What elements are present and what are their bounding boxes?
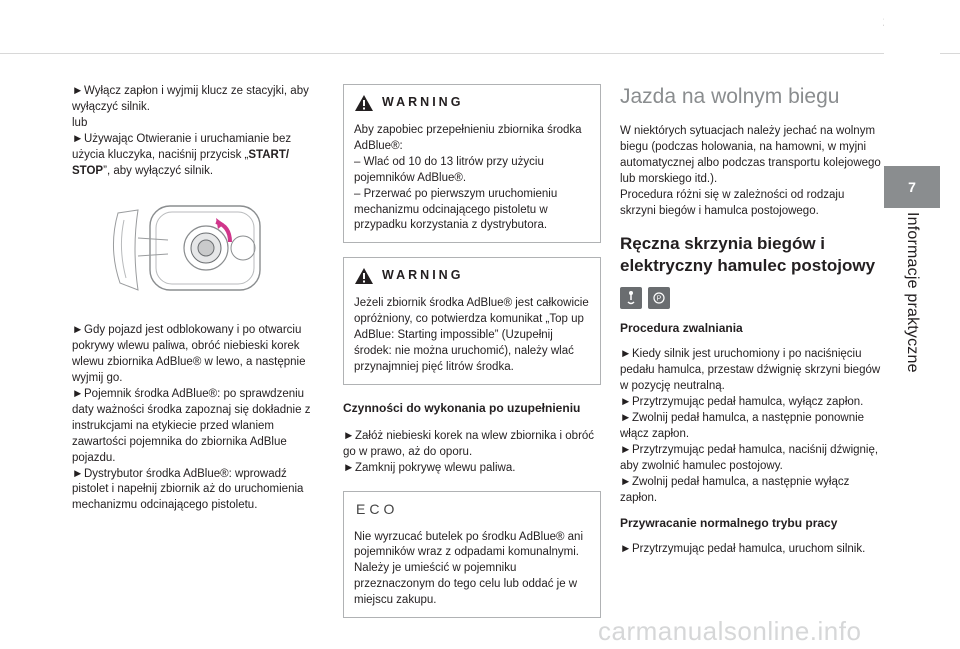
warning-label: WARNING xyxy=(382,268,464,283)
manual-gearbox-icon xyxy=(620,287,642,309)
bullet-arrow: ► xyxy=(620,475,632,488)
warning-label: WARNING xyxy=(382,95,464,110)
procedure-heading: Procedura zwalniania xyxy=(620,321,743,336)
chapter-number: 7 xyxy=(884,166,940,208)
svg-text:P: P xyxy=(656,295,662,303)
bullet-arrow: ► xyxy=(72,85,84,97)
warning-text: – Wlać od 10 do 13 litrów przy użyciu pojemników AdBlue®. xyxy=(354,155,544,184)
top-rule xyxy=(0,53,960,54)
eco-box xyxy=(343,491,601,619)
eco-text: Nie wyrzucać butelek po środku AdBlue® ani pojemników wraz z odpadami komunalnymi. Należy je umieścić w pojemniku przeznaczonym do tego celu lub oddać je w miejscu zakupu. xyxy=(354,530,584,607)
paragraph: Procedura różni się w zależności od rodzaju skrzyni biegów i hamulca postojowego. xyxy=(620,188,845,217)
paragraph: ►Zwolnij pedał hamulca, a następnie ponownie włącz zapłon. xyxy=(620,411,865,440)
bullet-arrow: ► xyxy=(620,543,632,556)
bullet-arrow: ► xyxy=(620,443,632,456)
bullet-arrow: ► xyxy=(620,348,632,361)
bullet-arrow: ► xyxy=(72,324,84,337)
warning-text: Jeżeli zbiornik środka AdBlue® jest całkowicie opróżniony, co potwierdza komunikat „Top up AdBlue: Starting impossible” (Uzupełnij środek: nie można uruchomić), należy wlać przynajmniej pięć litrów środka. xyxy=(354,297,589,373)
bullet-arrow: ► xyxy=(620,411,632,424)
bullet-arrow: ► xyxy=(72,132,84,145)
section-main-title: Jazda na wolnym biegu xyxy=(620,85,840,108)
bullet-arrow: ► xyxy=(72,387,84,400)
column-middle xyxy=(343,84,601,618)
column-right xyxy=(620,84,882,558)
warning-box xyxy=(343,84,601,243)
column-left xyxy=(72,84,324,514)
warning-text: – Przerwać po pierwszym uruchomieniu mechanizmu odcinającego pistoletu w przypadku korzystania z dystrybutora. xyxy=(354,187,558,232)
warning-header xyxy=(354,266,590,286)
eco-header xyxy=(354,500,590,520)
icon-row xyxy=(620,287,882,309)
paragraph: ►Kiedy silnik jest uruchomiony i po naciśnięciu pedału hamulca, przestaw dźwignię skrzyni biegów w pozycję neutralną. xyxy=(620,348,881,393)
paragraph: ►Przytrzymując pedał hamulca, wyłącz zapłon. xyxy=(620,395,882,411)
paragraph: ►Wyłącz zapłon i wyjmij klucz ze stacyjki, aby wyłączyć silnik. xyxy=(72,85,309,113)
bullet-arrow: ► xyxy=(343,461,355,474)
chapter-title: Informacje praktyczne xyxy=(904,212,921,373)
paragraph: ►Przytrzymując pedał hamulca, uruchom silnik. xyxy=(620,542,882,558)
paragraph: lub xyxy=(72,116,88,129)
bullet-arrow: ► xyxy=(620,396,632,409)
paragraph: ►Używając Otwieranie i uruchamianie bez użycia kluczyka, naciśnij przycisk „START/ STOP”, aby wyłączyć silnik. xyxy=(72,132,292,177)
warning-text: Aby zapobiec przepełnieniu zbiornika środka AdBlue®: xyxy=(354,124,582,152)
paragraph: ►Załóż niebieski korek na wlew zbiornika i obróć go w prawo, aż do oporu. xyxy=(343,429,595,458)
paragraph: ►Przytrzymując pedał hamulca, naciśnij dźwignię, aby zwolnić hamulec postojowy. xyxy=(620,443,879,472)
paragraph: ►Dystrybutor środka AdBlue®: wprowadź pistolet i napełnij zbiornik aż do uruchomienia mechanizmu odcinającego pistoletu. xyxy=(72,467,304,512)
paragraph: ►Gdy pojazd jest odblokowany i po otwarciu pokrywy wlewu paliwa, obróć niebieski korek wlewu zbiornika AdBlue® w lewo, a następnie wyjmij go. xyxy=(72,324,306,385)
paragraph: W niektórych sytuacjach należy jechać na wolnym biegu (podczas holowania, na hamowni, w myjni automatycznej albo podczas transportu kolejowego lub morskiego itd.). xyxy=(620,125,881,185)
bullet-arrow: ► xyxy=(72,467,84,480)
adblue-cap-illustration xyxy=(98,198,270,298)
subheading: Czynności do wykonania po uzupełnieniu xyxy=(343,400,581,415)
warning-triangle-icon xyxy=(354,94,374,112)
warning-box xyxy=(343,257,601,385)
watermark: carmanualsonline.info xyxy=(598,616,862,646)
warning-header xyxy=(354,93,590,113)
section-title: Ręczna skrzynia biegów i elektryczny hamulec postojowy xyxy=(620,234,876,276)
chapter-side-tab xyxy=(884,0,940,649)
parking-brake-icon xyxy=(648,287,670,309)
paragraph: ►Zamknij pokrywę wlewu paliwa. xyxy=(343,461,601,477)
paragraph: ►Pojemnik środka AdBlue®: po sprawdzeniu daty ważności środka zapoznaj się dokładnie z instrukcjami na etykiecie przed wlaniem zawartości pojemnika do zbiornika AdBlue pojazdu. xyxy=(72,387,311,464)
eco-label: ECO xyxy=(356,500,399,517)
bullet-arrow: ► xyxy=(343,429,355,442)
paragraph: ►Zwolnij pedał hamulca, a następnie wyłącz zapłon. xyxy=(620,475,850,504)
warning-triangle-icon xyxy=(354,267,374,285)
procedure-heading: Przywracanie normalnego trybu pracy xyxy=(620,516,838,531)
